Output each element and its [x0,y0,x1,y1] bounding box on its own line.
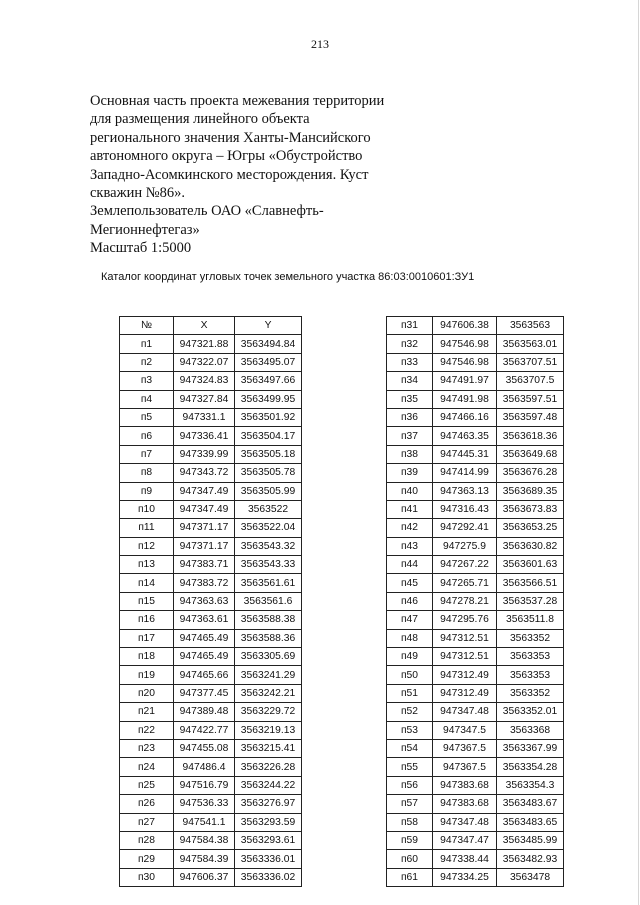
table-row [387,776,564,794]
point-number-cell: п46 [387,592,433,610]
x-coordinate-cell: 947371.17 [174,519,235,537]
point-number-cell: п3 [120,372,174,390]
table-row [387,556,564,574]
table-row [120,611,302,629]
table-row [120,390,302,408]
point-number-cell: п49 [387,648,433,666]
point-number-cell: п39 [387,464,433,482]
y-coordinate-cell: 3563601.63 [497,556,564,574]
point-number-cell: п56 [387,776,433,794]
table-row [387,611,564,629]
table-row [387,445,564,463]
x-coordinate-cell: 947383.68 [433,776,497,794]
y-coordinate-cell: 3563483.67 [497,795,564,813]
coordinates-table-right [386,316,564,887]
table-row [120,592,302,610]
x-coordinate-cell: 947383.72 [174,574,235,592]
table-row [120,629,302,647]
y-coordinate-cell: 3563630.82 [497,537,564,555]
point-number-cell: п43 [387,537,433,555]
y-coordinate-cell: 3563353 [497,666,564,684]
x-coordinate-cell: 947486.4 [174,758,235,776]
y-coordinate-cell: 3563511.8 [497,611,564,629]
table-row [387,427,564,445]
y-coordinate-cell: 3563367.99 [497,739,564,757]
point-number-cell: п57 [387,795,433,813]
table-row [120,556,302,574]
x-coordinate-cell: 947377.45 [174,684,235,702]
y-coordinate-cell: 3563229.72 [235,703,302,721]
y-coordinate-cell: 3563505.99 [235,482,302,500]
y-coordinate-cell: 3563352 [497,629,564,647]
point-number-cell: п18 [120,648,174,666]
y-coordinate-cell: 3563563.01 [497,335,564,353]
x-coordinate-cell: 947465.66 [174,666,235,684]
point-number-cell: п14 [120,574,174,592]
point-number-cell: п11 [120,519,174,537]
y-coordinate-cell: 3563336.02 [235,868,302,886]
table-row [387,739,564,757]
table-row [120,850,302,868]
point-number-cell: п47 [387,611,433,629]
y-coordinate-cell: 3563495.07 [235,353,302,371]
y-coordinate-cell: 3563543.33 [235,556,302,574]
x-coordinate-cell: 947347.47 [433,831,497,849]
point-number-cell: п5 [120,408,174,426]
y-coordinate-cell: 3563543.32 [235,537,302,555]
x-coordinate-cell: 947584.39 [174,850,235,868]
point-number-cell: п60 [387,850,433,868]
table-row [120,353,302,371]
x-coordinate-cell: 947465.49 [174,648,235,666]
x-coordinate-cell: 947267.22 [433,556,497,574]
y-coordinate-cell: 3563649.68 [497,445,564,463]
table-row [387,592,564,610]
y-coordinate-cell: 3563226.28 [235,758,302,776]
x-coordinate-cell: 947338.44 [433,850,497,868]
table-row [387,666,564,684]
x-coordinate-cell: 947278.21 [433,592,497,610]
x-coordinate-cell: 947347.5 [433,721,497,739]
table-row [120,758,302,776]
table-row [387,408,564,426]
table-row [387,684,564,702]
table-row [120,464,302,482]
point-number-cell: п50 [387,666,433,684]
table-row [120,372,302,390]
x-coordinate-cell: 947584.38 [174,831,235,849]
x-coordinate-cell: 947292.41 [433,519,497,537]
y-coordinate-cell: 3563336.01 [235,850,302,868]
x-coordinate-cell: 947536.33 [174,795,235,813]
table-row [120,868,302,886]
table-row [120,666,302,684]
point-number-cell: п54 [387,739,433,757]
x-coordinate-cell: 947331.1 [174,408,235,426]
point-number-cell: п59 [387,831,433,849]
point-number-cell: п34 [387,372,433,390]
y-coordinate-cell: 3563566.51 [497,574,564,592]
point-number-cell: п55 [387,758,433,776]
table-row [387,353,564,371]
point-number-cell: п19 [120,666,174,684]
y-coordinate-cell: 3563276.97 [235,795,302,813]
y-header: Y [235,317,302,335]
x-coordinate-cell: 947316.43 [433,500,497,518]
y-coordinate-cell: 3563597.51 [497,390,564,408]
y-coordinate-cell: 3563497.66 [235,372,302,390]
table-row [387,758,564,776]
x-coordinate-cell: 947445.31 [433,445,497,463]
point-number-cell: п30 [120,868,174,886]
point-number-cell: п33 [387,353,433,371]
x-coordinate-cell: 947367.5 [433,739,497,757]
y-coordinate-cell: 3563241.29 [235,666,302,684]
table-row [387,500,564,518]
y-coordinate-cell: 3563563 [497,317,564,335]
y-coordinate-cell: 3563293.59 [235,813,302,831]
y-coordinate-cell: 3563676.28 [497,464,564,482]
x-coordinate-cell: 947546.98 [433,353,497,371]
point-number-cell: п58 [387,813,433,831]
point-number-cell: п20 [120,684,174,702]
x-coordinate-cell: 947516.79 [174,776,235,794]
x-coordinate-cell: 947312.49 [433,666,497,684]
point-number-cell: п25 [120,776,174,794]
point-number-cell: п26 [120,795,174,813]
x-coordinate-cell: 947367.5 [433,758,497,776]
x-coordinate-cell: 947295.76 [433,611,497,629]
x-coordinate-cell: 947321.88 [174,335,235,353]
heading-line: автономного округа – Югры «Обустройство [90,148,363,165]
x-coordinate-cell: 947383.68 [433,795,497,813]
y-coordinate-cell: 3563494.84 [235,335,302,353]
point-number-cell: п16 [120,611,174,629]
table-row [387,335,564,353]
point-number-cell: п36 [387,408,433,426]
y-coordinate-cell: 3563707.5 [497,372,564,390]
y-coordinate-cell: 3563352 [497,684,564,702]
y-coordinate-cell: 3563504.17 [235,427,302,445]
document-heading [90,92,420,258]
table-row [387,574,564,592]
y-coordinate-cell: 3563353 [497,648,564,666]
table-row [120,703,302,721]
point-number-cell: п15 [120,592,174,610]
point-number-cell: п35 [387,390,433,408]
point-number-cell: п21 [120,703,174,721]
point-number-cell: п12 [120,537,174,555]
table-row [120,335,302,353]
y-coordinate-cell: 3563352.01 [497,703,564,721]
heading-line: Мегионнефтегаз» [90,221,200,238]
table-row [120,427,302,445]
y-coordinate-cell: 3563618.36 [497,427,564,445]
x-coordinate-cell: 947275.9 [433,537,497,555]
heading-line: Масштаб 1:5000 [90,240,192,257]
point-number-cell: п2 [120,353,174,371]
point-number-cell: п40 [387,482,433,500]
table-row [387,648,564,666]
y-coordinate-cell: 3563483.65 [497,813,564,831]
y-coordinate-cell: 3563478 [497,868,564,886]
table-row [120,721,302,739]
point-number-cell: п31 [387,317,433,335]
point-number-cell: п44 [387,556,433,574]
x-coordinate-cell: 947414.99 [433,464,497,482]
y-coordinate-cell: 3563689.35 [497,482,564,500]
point-number-cell: п7 [120,445,174,463]
y-coordinate-cell: 3563482.93 [497,850,564,868]
y-coordinate-cell: 3563219.13 [235,721,302,739]
y-coordinate-cell: 3563522 [235,500,302,518]
x-header: X [174,317,235,335]
table-row [120,519,302,537]
y-coordinate-cell: 3563368 [497,721,564,739]
y-coordinate-cell: 3563673.83 [497,500,564,518]
table-header-row [120,317,302,335]
point-number-cell: п32 [387,335,433,353]
point-number-cell: п6 [120,427,174,445]
x-coordinate-cell: 947336.41 [174,427,235,445]
table-row [387,831,564,849]
coordinates-table-left [119,316,302,887]
x-coordinate-cell: 947347.48 [433,813,497,831]
x-coordinate-cell: 947324.83 [174,372,235,390]
x-coordinate-cell: 947312.51 [433,629,497,647]
table-row [387,317,564,335]
table-row [387,519,564,537]
table-row [120,648,302,666]
point-number-cell: п45 [387,574,433,592]
heading-line: Землепользователь ОАО «Славнефть- [90,203,324,220]
x-coordinate-cell: 947466.16 [433,408,497,426]
x-coordinate-cell: 947491.98 [433,390,497,408]
point-number-cell: п28 [120,831,174,849]
heading-line: для размещения линейного объекта [90,111,310,128]
point-number-cell: п24 [120,758,174,776]
x-coordinate-cell: 947606.37 [174,868,235,886]
page-edge-line [638,0,639,905]
y-coordinate-cell: 3563485.99 [497,831,564,849]
x-coordinate-cell: 947312.51 [433,648,497,666]
page-number: 213 [311,37,329,51]
y-coordinate-cell: 3563522.04 [235,519,302,537]
table-row [120,408,302,426]
y-coordinate-cell: 3563244.22 [235,776,302,794]
y-coordinate-cell: 3563293.61 [235,831,302,849]
x-coordinate-cell: 947363.61 [174,611,235,629]
catalog-title: Каталог координат угловых точек земельного участка 86:03:0010601:ЗУ1 [101,271,475,283]
table-row [387,813,564,831]
y-coordinate-cell: 3563505.78 [235,464,302,482]
table-row [387,372,564,390]
y-coordinate-cell: 3563707.51 [497,353,564,371]
point-number-cell: п52 [387,703,433,721]
point-number-cell: п53 [387,721,433,739]
table-row [387,629,564,647]
table-row [387,850,564,868]
point-number-cell: п23 [120,739,174,757]
point-number-cell: п48 [387,629,433,647]
x-coordinate-cell: 947339.99 [174,445,235,463]
point-number-cell: п1 [120,335,174,353]
x-coordinate-cell: 947491.97 [433,372,497,390]
point-number-cell: п61 [387,868,433,886]
point-number-cell: п13 [120,556,174,574]
x-coordinate-cell: 947422.77 [174,721,235,739]
x-coordinate-cell: 947389.48 [174,703,235,721]
x-coordinate-cell: 947455.08 [174,739,235,757]
x-coordinate-cell: 947334.25 [433,868,497,886]
table-row [120,482,302,500]
table-row [120,776,302,794]
point-number-cell: п17 [120,629,174,647]
table-row [387,868,564,886]
table-row [120,684,302,702]
x-coordinate-cell: 947343.72 [174,464,235,482]
table-row [120,445,302,463]
heading-line: Западно-Асомкинского месторождения. Куст [90,166,369,183]
table-row [120,500,302,518]
y-coordinate-cell: 3563354.3 [497,776,564,794]
point-number-cell: п41 [387,500,433,518]
point-number-cell: п9 [120,482,174,500]
y-coordinate-cell: 3563588.36 [235,629,302,647]
table-row [120,795,302,813]
table-row [120,831,302,849]
point-number-cell: п38 [387,445,433,463]
y-coordinate-cell: 3563215.41 [235,739,302,757]
x-coordinate-cell: 947363.13 [433,482,497,500]
point-number-cell: п8 [120,464,174,482]
table-row [387,795,564,813]
point-number-cell: п37 [387,427,433,445]
heading-line: скважин №86». [90,185,185,202]
point-number-cell: п22 [120,721,174,739]
y-coordinate-cell: 3563501.92 [235,408,302,426]
y-coordinate-cell: 3563653.25 [497,519,564,537]
heading-line: Основная часть проекта межевания территории [90,93,385,109]
x-coordinate-cell: 947371.17 [174,537,235,555]
y-coordinate-cell: 3563588.38 [235,611,302,629]
y-coordinate-cell: 3563505.18 [235,445,302,463]
y-coordinate-cell: 3563354.28 [497,758,564,776]
table-row [120,537,302,555]
x-coordinate-cell: 947312.49 [433,684,497,702]
point-number-cell: п27 [120,813,174,831]
x-coordinate-cell: 947265.71 [433,574,497,592]
x-coordinate-cell: 947347.49 [174,500,235,518]
table-row [387,537,564,555]
y-coordinate-cell: 3563561.61 [235,574,302,592]
table-row [387,703,564,721]
x-coordinate-cell: 947327.84 [174,390,235,408]
table-row [387,464,564,482]
table-row [387,721,564,739]
x-coordinate-cell: 947465.49 [174,629,235,647]
table-row [387,390,564,408]
table-row [387,482,564,500]
y-coordinate-cell: 3563561.6 [235,592,302,610]
y-coordinate-cell: 3563305.69 [235,648,302,666]
x-coordinate-cell: 947541.1 [174,813,235,831]
y-coordinate-cell: 3563597.48 [497,408,564,426]
x-coordinate-cell: 947546.98 [433,335,497,353]
heading-line: регионального значения Ханты-Мансийского [90,129,371,146]
point-number-cell: п10 [120,500,174,518]
point-number-header: № [120,317,174,335]
x-coordinate-cell: 947606.38 [433,317,497,335]
x-coordinate-cell: 947363.63 [174,592,235,610]
point-number-cell: п29 [120,850,174,868]
table-row [120,813,302,831]
x-coordinate-cell: 947322.07 [174,353,235,371]
x-coordinate-cell: 947463.35 [433,427,497,445]
x-coordinate-cell: 947347.49 [174,482,235,500]
point-number-cell: п51 [387,684,433,702]
y-coordinate-cell: 3563242.21 [235,684,302,702]
point-number-cell: п4 [120,390,174,408]
x-coordinate-cell: 947383.71 [174,556,235,574]
point-number-cell: п42 [387,519,433,537]
y-coordinate-cell: 3563499.95 [235,390,302,408]
y-coordinate-cell: 3563537.28 [497,592,564,610]
table-row [120,574,302,592]
table-row [120,739,302,757]
x-coordinate-cell: 947347.48 [433,703,497,721]
